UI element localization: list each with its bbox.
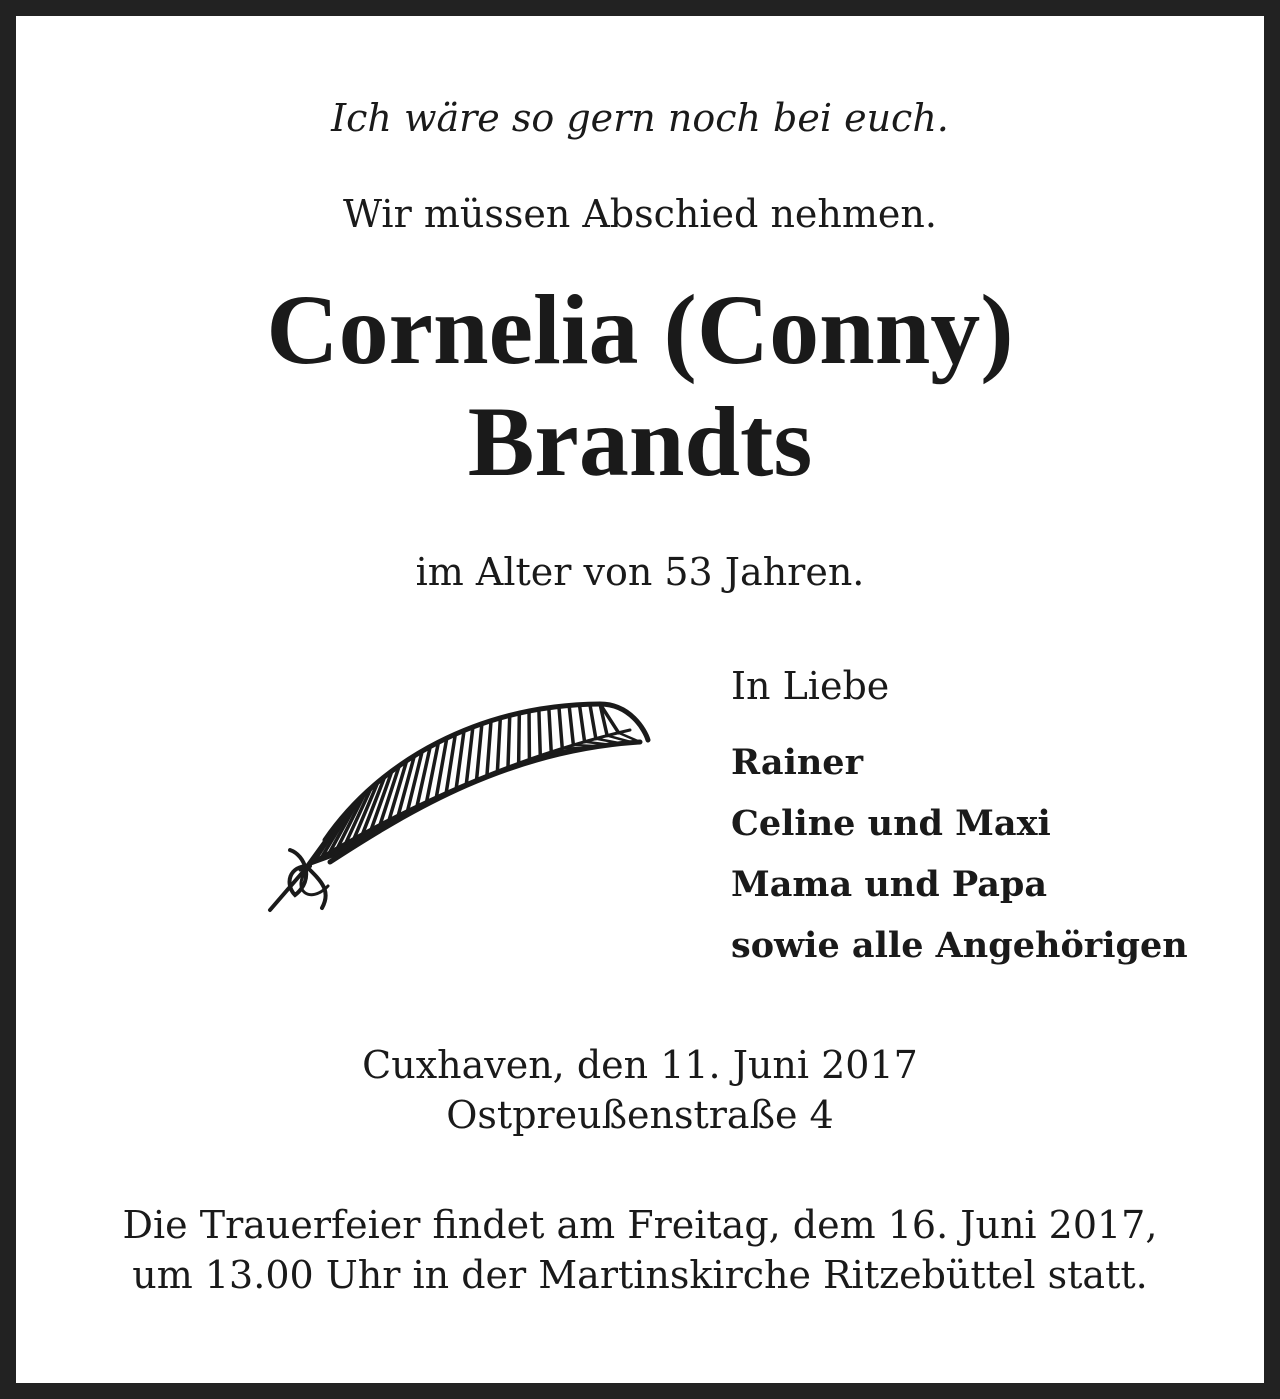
feather-icon xyxy=(260,690,660,920)
service-announcement-line1: Die Trauerfeier findet am Freitag, dem 16. Juni 2017, xyxy=(122,1203,1158,1247)
mourner-name: Rainer xyxy=(731,742,864,783)
motto-quote: Ich wäre so gern noch bei euch. xyxy=(331,96,949,140)
mourner-name: Celine und Maxi xyxy=(731,803,1051,844)
signoff-intro: In Liebe xyxy=(731,664,890,708)
intro-line: Wir müssen Abschied nehmen. xyxy=(343,192,937,236)
place-and-date: Cuxhaven, den 11. Juni 2017 xyxy=(362,1043,918,1087)
deceased-name-line2: Brandts xyxy=(467,386,813,497)
deceased-name-line1: Cornelia (Conny) xyxy=(266,274,1014,385)
age-line: im Alter von 53 Jahren. xyxy=(415,550,865,594)
mourner-name: Mama und Papa xyxy=(731,864,1048,905)
mourner-name: sowie alle Angehörigen xyxy=(731,925,1188,966)
address: Ostpreußenstraße 4 xyxy=(446,1093,834,1137)
mourners-list xyxy=(731,732,1188,976)
service-announcement-line2: um 13.00 Uhr in der Martinskirche Ritzebüttel statt. xyxy=(132,1253,1148,1297)
